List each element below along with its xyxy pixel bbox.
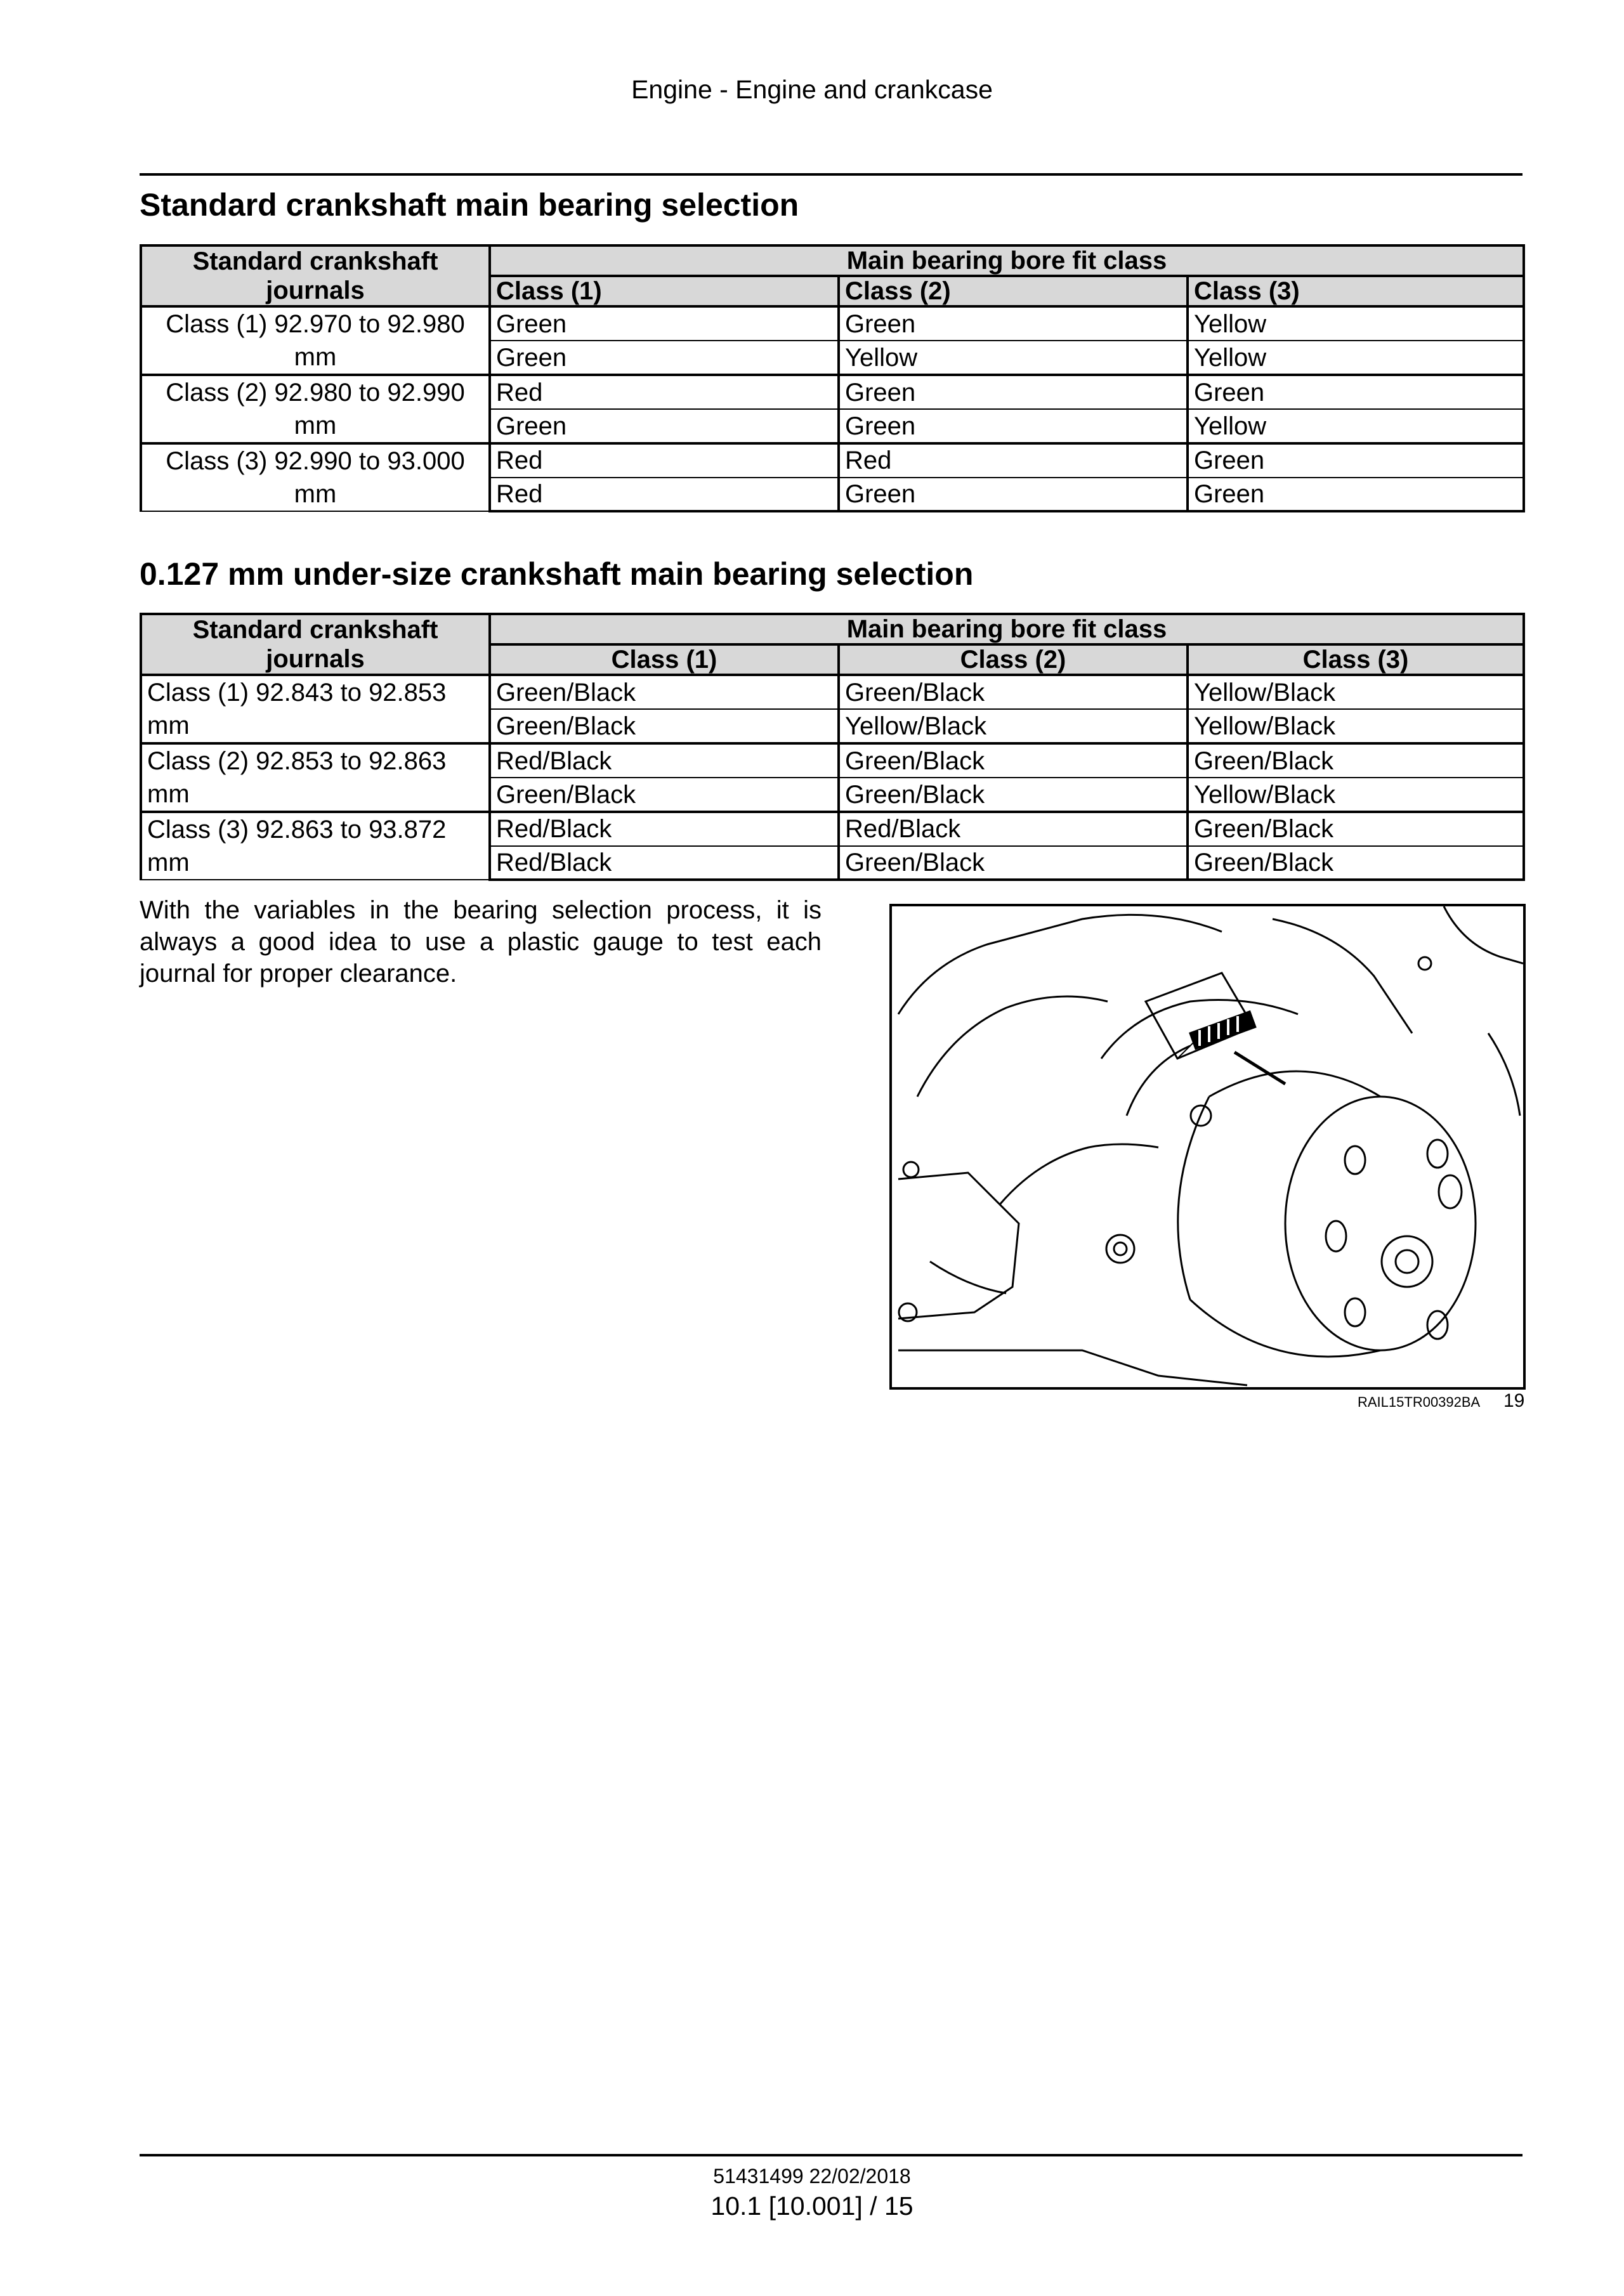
table-row: [141, 306, 1524, 341]
section-heading-standard: Standard crankshaft main bearing selection: [140, 187, 799, 223]
table-cell: Green/Black: [1188, 846, 1524, 880]
table-cell: Green: [490, 341, 839, 375]
table-cell: Red/Black: [490, 846, 839, 880]
bore-fit-class-header: Main bearing bore fit class: [490, 245, 1524, 276]
table-cell: Green: [1188, 478, 1524, 512]
header-rule: [140, 173, 1522, 176]
table-cell: Red: [490, 443, 839, 478]
figure-reference: RAIL15TR00392BA: [1358, 1394, 1481, 1410]
table-cell: Red: [490, 478, 839, 512]
table-cell: Green: [839, 306, 1188, 341]
journals-header-line2: journals: [141, 276, 490, 306]
figure-number: 19: [1503, 1390, 1525, 1411]
table-row: [141, 443, 1524, 478]
journal-cell: Class (2) 92.853 to 92.863 mm: [141, 743, 490, 812]
class1-header: Class (1): [490, 644, 839, 675]
table-cell: Yellow: [1188, 341, 1524, 375]
page-header: Engine - Engine and crankcase: [631, 75, 993, 104]
journal-cell: Class (3) 92.863 to 93.872 mm: [141, 812, 490, 880]
crankshaft-gauge-illustration: [889, 904, 1526, 1390]
table-cell: Green: [839, 478, 1188, 512]
footer-doc-id: 51431499 22/02/2018: [713, 2165, 911, 2188]
journals-header: Standard crankshaft: [141, 245, 490, 276]
table-cell: Green/Black: [490, 778, 839, 812]
class1-header: Class (1): [490, 276, 839, 306]
table-cell: Yellow: [1188, 409, 1524, 443]
journal-cell: Class (3) 92.990 to 93.000 mm: [141, 443, 490, 511]
table-cell: Green: [1188, 443, 1524, 478]
table-row: [141, 743, 1524, 778]
section-heading-undersize: 0.127 mm under-size crankshaft main bearing selection: [140, 556, 974, 592]
undersize-bearing-table: [140, 613, 1525, 881]
table-cell: Green: [839, 409, 1188, 443]
table-cell: Green/Black: [839, 778, 1188, 812]
journals-header: Standard crankshaft: [141, 614, 490, 644]
journal-cell: Class (1) 92.970 to 92.980 mm: [141, 306, 490, 375]
class3-header: Class (3): [1188, 644, 1524, 675]
class3-header: Class (3): [1188, 276, 1524, 306]
table-cell: Green: [1188, 375, 1524, 409]
footer-rule: [140, 2154, 1522, 2156]
table-cell: Red/Black: [490, 743, 839, 778]
standard-bearing-table: [140, 244, 1525, 512]
table-cell: Green/Black: [839, 846, 1188, 880]
table-cell: Red/Black: [839, 812, 1188, 846]
table-cell: Yellow/Black: [1188, 778, 1524, 812]
table-cell: Green/Black: [490, 675, 839, 709]
body-paragraph: With the variables in the bearing selection process, it is always a good idea to use a plastic gauge to test each journal for proper clearance.: [140, 896, 822, 988]
table-cell: Red/Black: [490, 812, 839, 846]
table-cell: Yellow: [839, 341, 1188, 375]
footer-page-number: 10.1 [10.001] / 15: [710, 2191, 914, 2221]
table-cell: Green: [490, 306, 839, 341]
table-cell: Red: [490, 375, 839, 409]
table-cell: Green/Black: [490, 709, 839, 743]
class2-header: Class (2): [839, 644, 1188, 675]
table-cell: Green: [839, 375, 1188, 409]
table-cell: Green/Black: [839, 743, 1188, 778]
journals-header-line2: journals: [141, 644, 490, 675]
table-row: [141, 375, 1524, 409]
table-row: [141, 675, 1524, 709]
table-cell: Green/Black: [839, 675, 1188, 709]
table-cell: Yellow/Black: [839, 709, 1188, 743]
table-row: [141, 812, 1524, 846]
table-cell: Green/Black: [1188, 743, 1524, 778]
journal-cell: Class (1) 92.843 to 92.853 mm: [141, 675, 490, 743]
class2-header: Class (2): [839, 276, 1188, 306]
journal-cell: Class (2) 92.980 to 92.990 mm: [141, 375, 490, 443]
table-cell: Yellow/Black: [1188, 709, 1524, 743]
table-cell: Red: [839, 443, 1188, 478]
bore-fit-class-header: Main bearing bore fit class: [490, 614, 1524, 644]
table-cell: Yellow: [1188, 306, 1524, 341]
table-cell: Yellow/Black: [1188, 675, 1524, 709]
table-cell: Green: [490, 409, 839, 443]
table-cell: Green/Black: [1188, 812, 1524, 846]
